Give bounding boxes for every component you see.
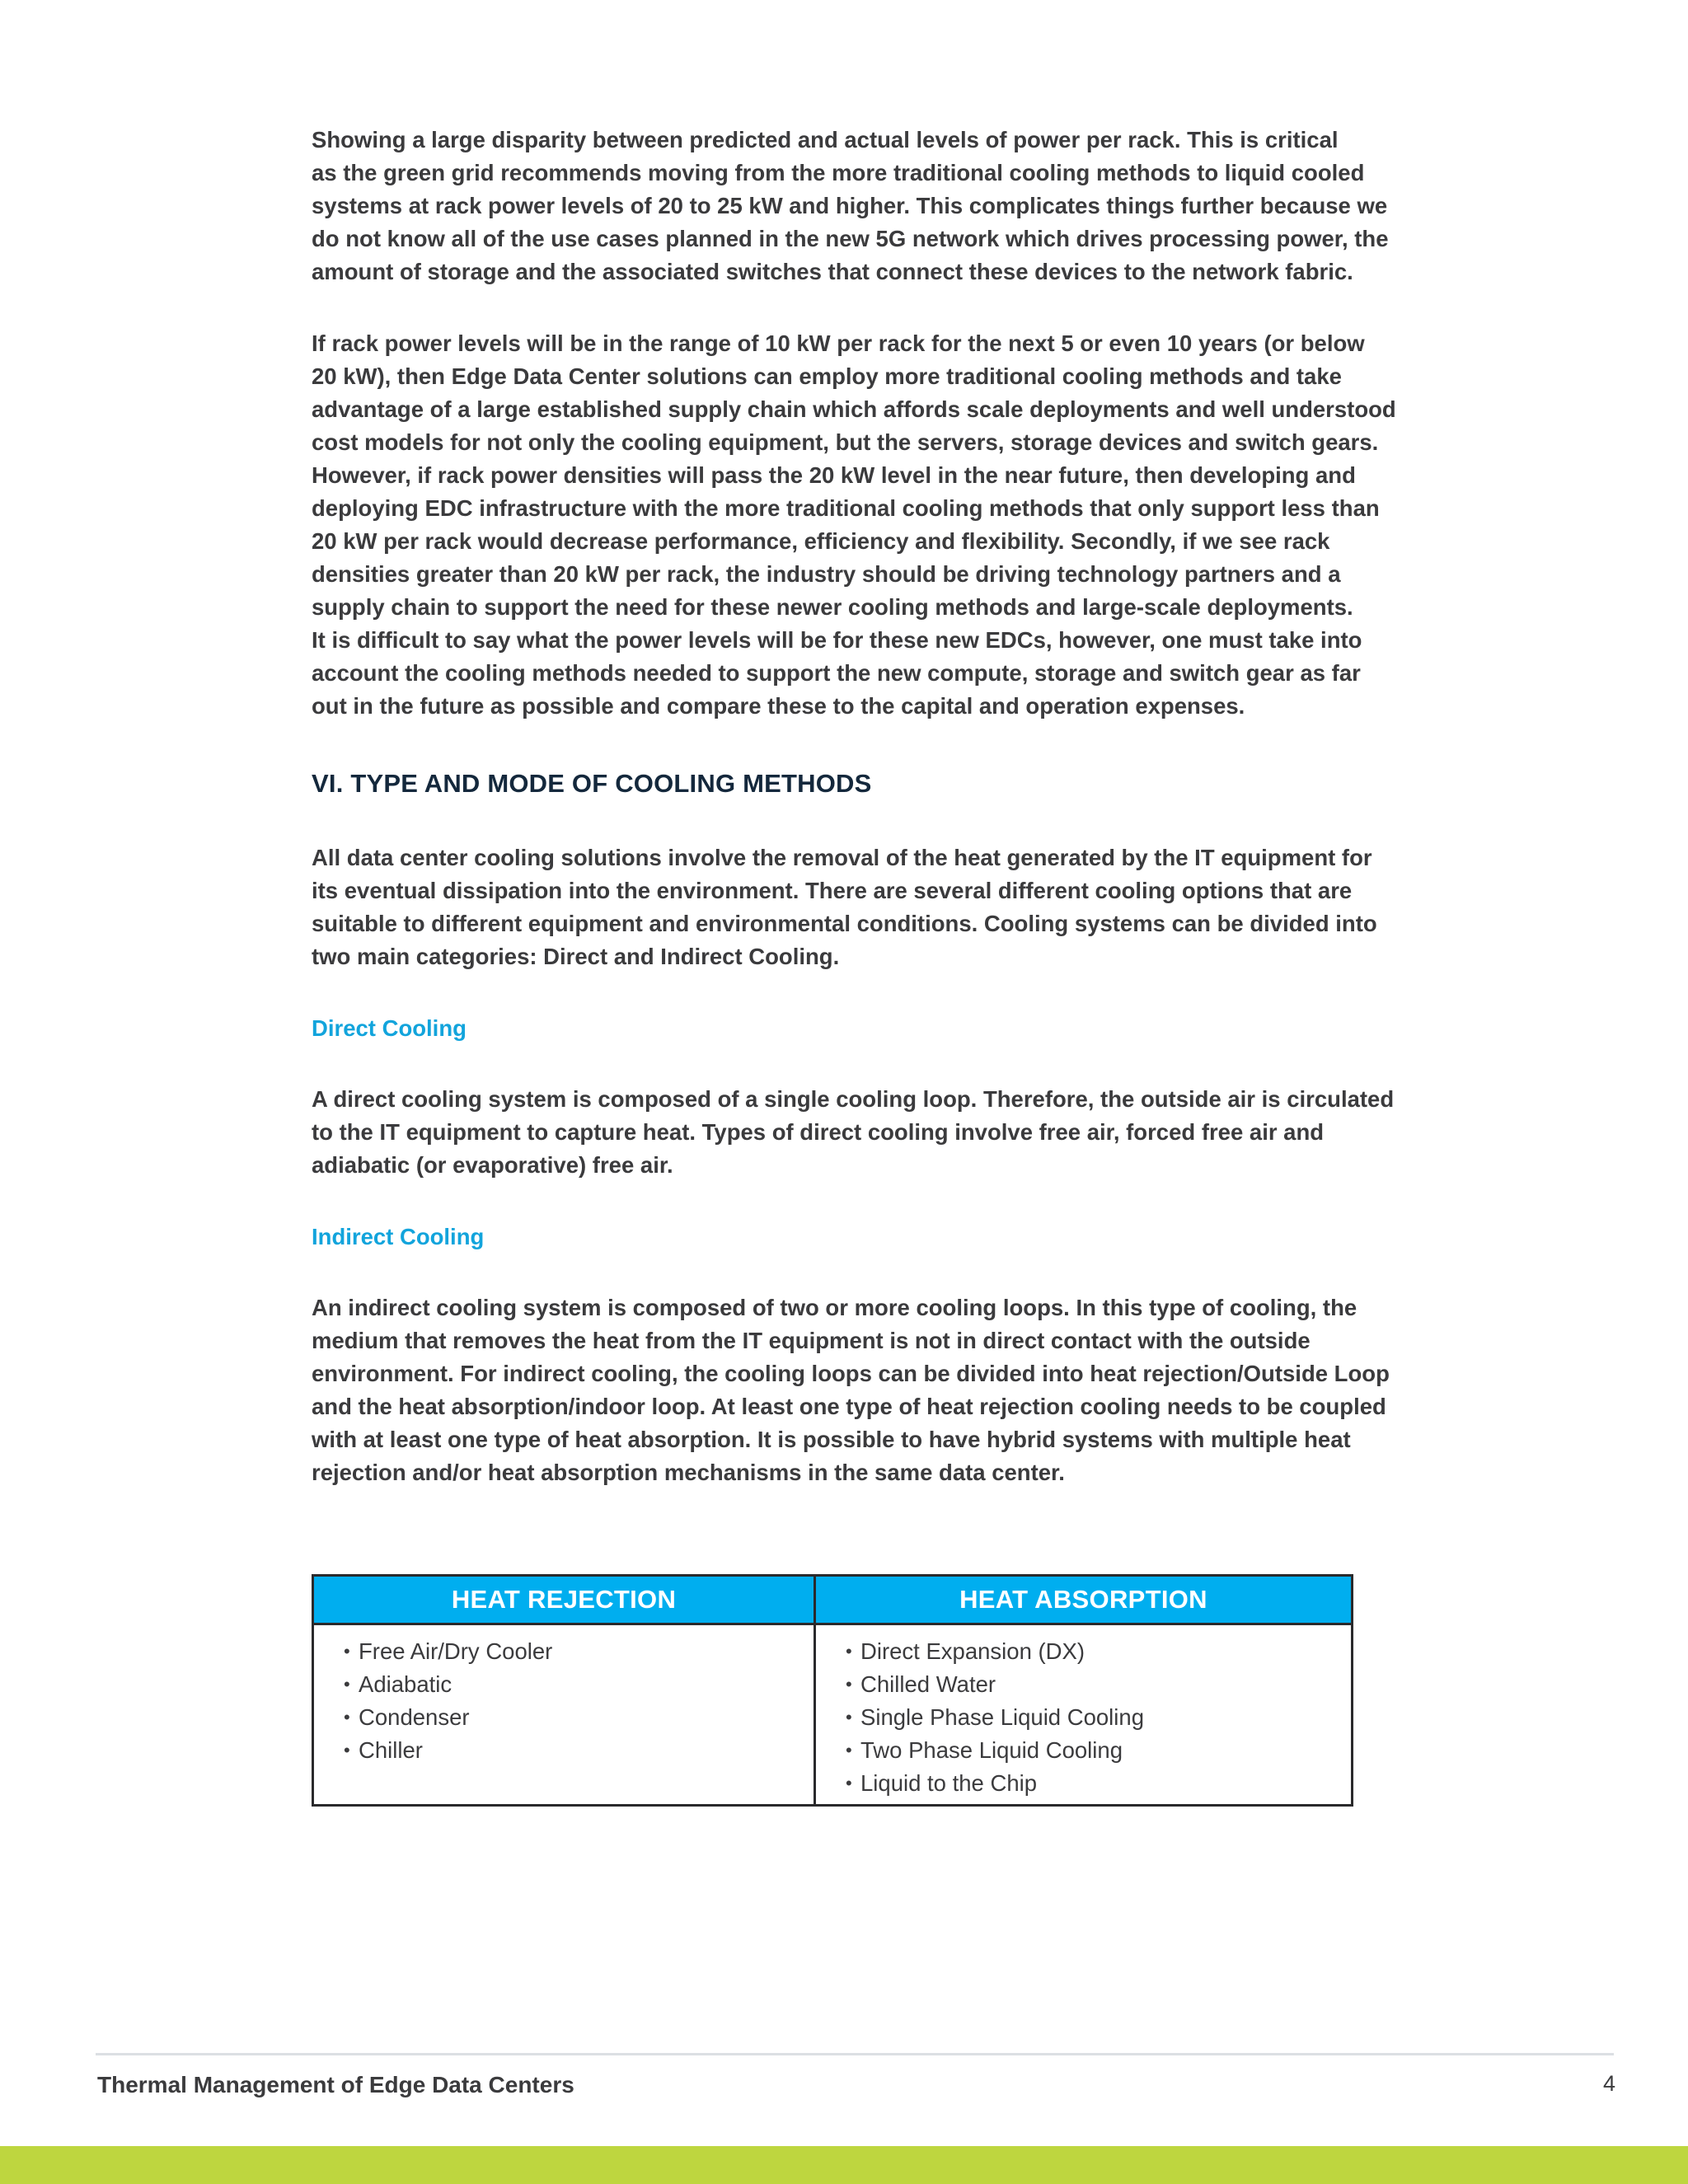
list-item-label: Direct Expansion (DX) xyxy=(860,1638,1085,1664)
bullet-icon: • xyxy=(846,1641,852,1661)
list-item-label: Single Phase Liquid Cooling xyxy=(860,1704,1144,1730)
list-item xyxy=(846,1767,1351,1800)
list-item-label: Liquid to the Chip xyxy=(860,1770,1038,1796)
subheading-indirect-cooling: Indirect Cooling xyxy=(312,1224,485,1249)
paragraph-indirect-cooling: An indirect cooling system is composed of two or more cooling loops. In this type of cooling, the medium that removes the heat from the IT equipment is not in direct contact with the outside environment. For indirect cooling, the cooling loops can be divided into heat rejection/Outside Loop and the heat absorption/indoor loop. At least one type of heat rejection cooling needs to be coupled with at least one type of heat absorption. It is possible to have hybrid systems with multiple heat rejection and/or heat absorption mechanisms in the same data center. xyxy=(312,1295,1390,1485)
list-item xyxy=(846,1635,1351,1668)
subheading-direct-cooling: Direct Cooling xyxy=(312,1015,467,1041)
heat-absorption-header: HEAT ABSORPTION xyxy=(816,1577,1351,1625)
page-number: 4 xyxy=(1602,2071,1615,2096)
heat-absorption-column xyxy=(816,1577,1351,1804)
list-item xyxy=(846,1668,1351,1701)
list-item xyxy=(344,1734,814,1767)
section-heading: VI. TYPE AND MODE OF COOLING METHODS xyxy=(312,769,872,798)
bullet-icon: • xyxy=(344,1674,350,1694)
footer-document-title: Thermal Management of Edge Data Centers xyxy=(97,2072,574,2097)
list-item-label: Free Air/Dry Cooler xyxy=(359,1638,553,1664)
paragraph-rack-power-levels: If rack power levels will be in the range of 10 kW per rack for the next 5 or even 10 years (or below 20 kW), then Edge Data Center solutions can employ more traditional cooling methods and take advantage of a large established supply chain which affords scale deployments and well understood cost models for not only the cooling equipment, but the servers, storage devices and switch gears. However, if rack power densities will pass the 20 kW level in the near future, then developing and deploying EDC infrastructure with the more traditional cooling methods that only support less than 20 kW per rack would decrease performance, efficiency and flexibility. Secondly, if we see rack densities greater than 20 kW per rack, the industry should be driving technology partners and a supply chain to support the need for these newer cooling methods and large-scale deployments. It is difficult to say what the power levels will be for these new EDCs, however, one must take into account the cooling methods needed to support the new compute, storage and switch gear as far out in the future as possible and compare these to the capital and operation expenses. xyxy=(312,330,1396,719)
list-item xyxy=(344,1635,814,1668)
list-item xyxy=(846,1701,1351,1734)
bullet-icon: • xyxy=(344,1641,350,1661)
footer-divider xyxy=(96,2053,1614,2055)
list-item xyxy=(344,1668,814,1701)
paragraph-cooling-overview: All data center cooling solutions involve the removal of the heat generated by the IT equipment for its eventual dissipation into the environment. There are several different cooling options that are suitable to different equipment and environmental conditions. Cooling systems can be divided into two main categories: Direct and Indirect Cooling. xyxy=(312,845,1377,969)
heat-absorption-list xyxy=(816,1625,1351,1800)
bullet-icon: • xyxy=(846,1740,852,1760)
bullet-icon: • xyxy=(846,1707,852,1727)
cooling-methods-table xyxy=(312,1574,1353,1807)
bullet-icon: • xyxy=(846,1674,852,1694)
paragraph-power-disparity: Showing a large disparity between predicted and actual levels of power per rack. This is critical as the green grid recommends moving from the more traditional cooling methods to liquid cooled systems at rack power levels of 20 to 25 kW and higher. This complicates things further because we do not know all of the use cases planned in the new 5G network which drives processing power, the amount of storage and the associated switches that connect these devices to the network fabric. xyxy=(312,127,1389,284)
list-item xyxy=(846,1734,1351,1767)
heat-rejection-list xyxy=(314,1625,814,1767)
heat-rejection-header: HEAT REJECTION xyxy=(314,1577,814,1625)
bullet-icon: • xyxy=(344,1740,350,1760)
page-content xyxy=(312,124,1416,1489)
bullet-icon: • xyxy=(344,1707,350,1727)
bullet-icon: • xyxy=(846,1773,852,1793)
list-item-label: Chiller xyxy=(359,1737,423,1763)
list-item xyxy=(344,1701,814,1734)
list-item-label: Chilled Water xyxy=(860,1671,996,1697)
bottom-accent-bar xyxy=(0,2146,1688,2184)
list-item-label: Two Phase Liquid Cooling xyxy=(860,1737,1123,1763)
paragraph-direct-cooling: A direct cooling system is composed of a single cooling loop. Therefore, the outside air is circulated to the IT equipment to capture heat. Types of direct cooling involve free air, forced free air and adiabatic (or evaporative) free air. xyxy=(312,1086,1395,1178)
list-item-label: Adiabatic xyxy=(359,1671,452,1697)
heat-rejection-column xyxy=(314,1577,816,1804)
list-item-label: Condenser xyxy=(359,1704,470,1730)
